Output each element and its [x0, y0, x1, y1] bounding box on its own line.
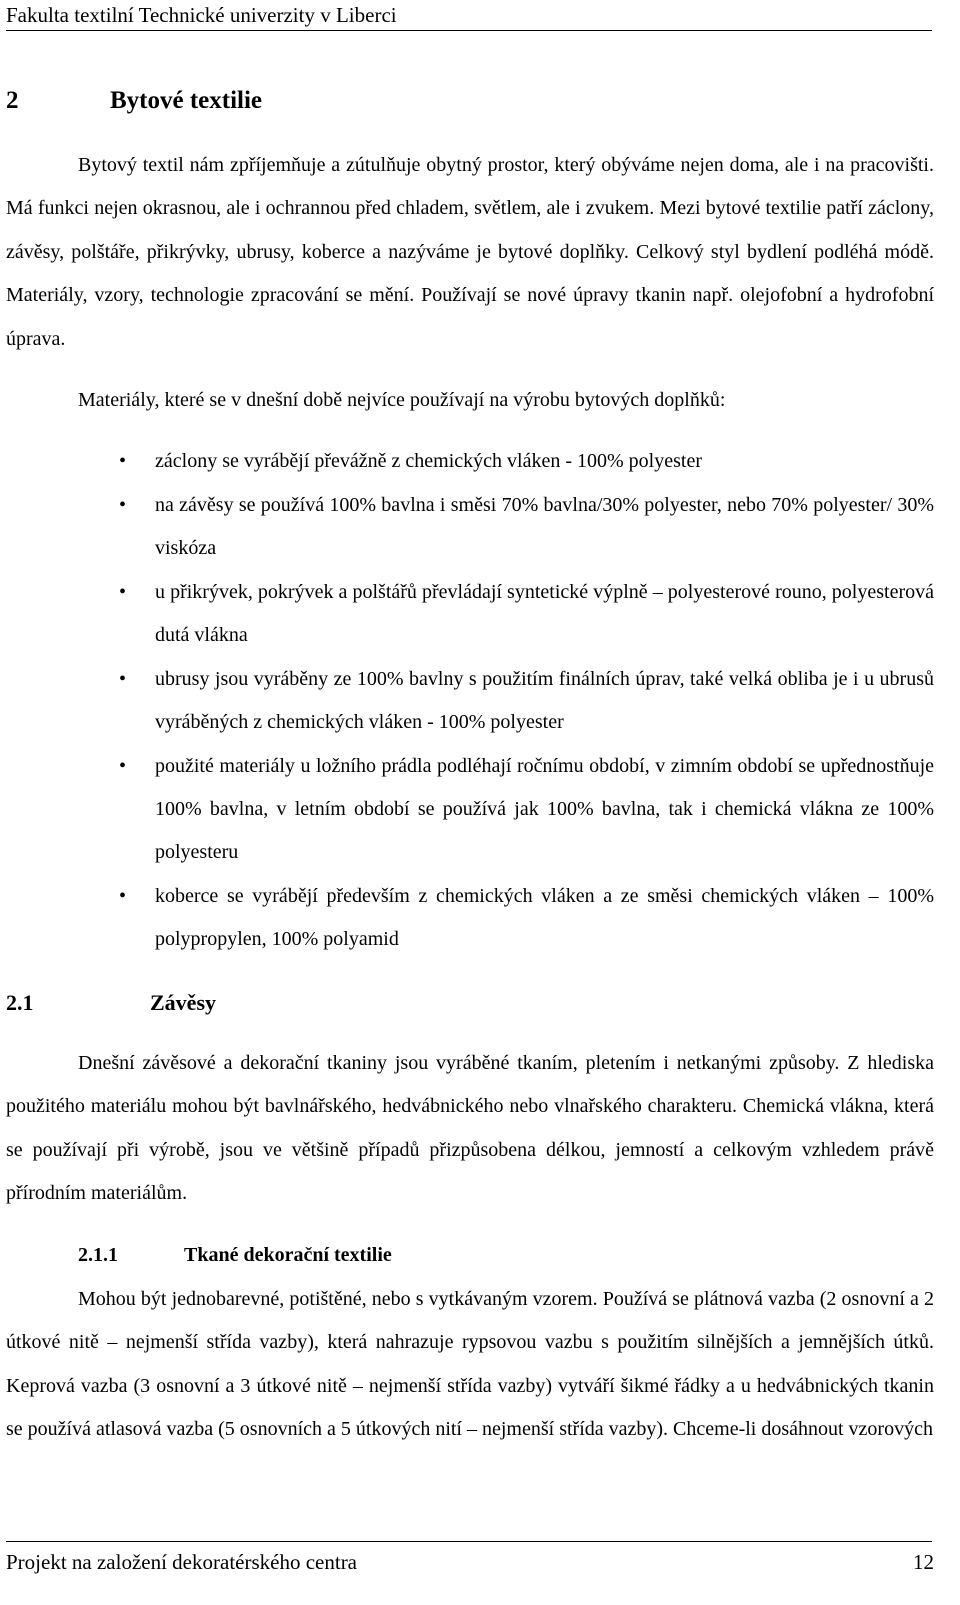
subsubsection-title: Tkané dekorační textilie: [184, 1244, 392, 1266]
bullet-icon: •: [119, 494, 127, 516]
subsection-number: 2.1: [6, 990, 34, 1015]
list-item: [6, 484, 934, 570]
list-item-text: ubrusy jsou vyráběny ze 100% bavlny s použitím finálních úprav, také velká obliba je i u ubrusů vyráběných z chemických vláken - 100% polyester: [155, 668, 934, 733]
bullet-icon: •: [119, 450, 127, 472]
bullet-icon: •: [119, 668, 127, 690]
list-item: [6, 745, 934, 874]
list-item: [6, 571, 934, 657]
bullet-icon: •: [119, 581, 127, 603]
subsection-heading: [6, 989, 216, 1017]
subsection-paragraph: Dnešní závěsové a dekorační tkaniny jsou vyráběné tkaním, pletením i netkanými způsoby. Z hlediska použitého materiálu mohou být bavlnářského, hedvábnického nebo vlnařského charakteru. Chemická vlákna, která se používají při výrobě, jsou ve většině případů přizpůsobena délkou, jemností a celkovým vzhledem právě přírodním materiálům.: [6, 1052, 934, 1205]
page-number: 12: [913, 1550, 934, 1574]
list-item: [6, 440, 934, 483]
intro-paragraph: Bytový textil nám zpříjemňuje a zútulňuje obytný prostor, který obýváme nejen doma, ale i na pracovišti. Má funkci nejen okrasnou, ale i ochrannou před chladem, světlem, ale i zvukem. Mezi bytové textilie patří záclony, závěsy, polštáře, přikrývky, ubrusy, koberce a nazýváme je bytové doplňky. Celkový styl bydlení podléhá módě. Materiály, vzory, technologie zpracování se mění. Používají se nové úpravy tkanin např. olejofobní a hydrofobní úprava.: [6, 154, 934, 350]
list-item-text: na závěsy se používá 100% bavlna i směsi 70% bavlna/30% polyester, nebo 70% polyester/ 30% viskóza: [155, 494, 934, 559]
subsection-title: Závěsy: [150, 990, 216, 1015]
section-heading: [6, 86, 262, 116]
header-divider: [6, 30, 932, 31]
footer-divider: [6, 1541, 932, 1542]
section-title: Bytové textilie: [110, 87, 263, 114]
page-footer: Projekt na založení dekoratérského centra: [6, 1550, 358, 1574]
list-item-text: koberce se vyrábějí především z chemických vláken a ze směsi chemických vláken – 100% polypropylen, 100% polyamid: [155, 885, 934, 950]
list-item-text: použité materiály u ložního prádla podléhají ročnímu období, v zimním období se upřednostňuje 100% bavlna, v letním období se používá jak 100% bavlna, tak i chemická vlákna ze 100% polyesteru: [155, 755, 934, 863]
section-number: 2: [6, 87, 19, 114]
page-header: Fakulta textilní Technické univerzity v Liberci: [6, 3, 397, 27]
list-item: [6, 658, 934, 744]
materials-intro: Materiály, které se v dnešní době nejvíce používají na výrobu bytových doplňků:: [78, 389, 726, 411]
list-item-text: u přikrývek, pokrývek a polštářů převládají syntetické výplně – polyesterové rouno, polyesterová dutá vlákna: [155, 581, 934, 646]
subsubsection-heading: [78, 1242, 392, 1268]
bullet-icon: •: [119, 885, 127, 907]
list-item-text: záclony se vyrábějí převážně z chemických vláken - 100% polyester: [155, 450, 702, 472]
bullet-icon: •: [119, 755, 127, 777]
list-item: [6, 875, 934, 961]
materials-list: [6, 440, 934, 962]
subsubsection-number: 2.1.1: [78, 1244, 118, 1266]
subsubsection-paragraph: Mohou být jednobarevné, potištěné, nebo s vytkávaným vzorem. Používá se plátnová vazba (2 osnovní a 2 útkové nitě – nejmenší střída vazby), která nahrazuje rypsovou vazbu s použitím silnějších a jemnějších útků. Keprová vazba (3 osnovní a 3 útkové nitě – nejmenší střída vazby) vytváří šikmé řádky a u hedvábnických tkanin se používá atlasová vazba (5 osnovních a 5 útkových nití – nejmenší střída vazby). Chceme-li dosáhnout vzorových: [6, 1288, 934, 1441]
